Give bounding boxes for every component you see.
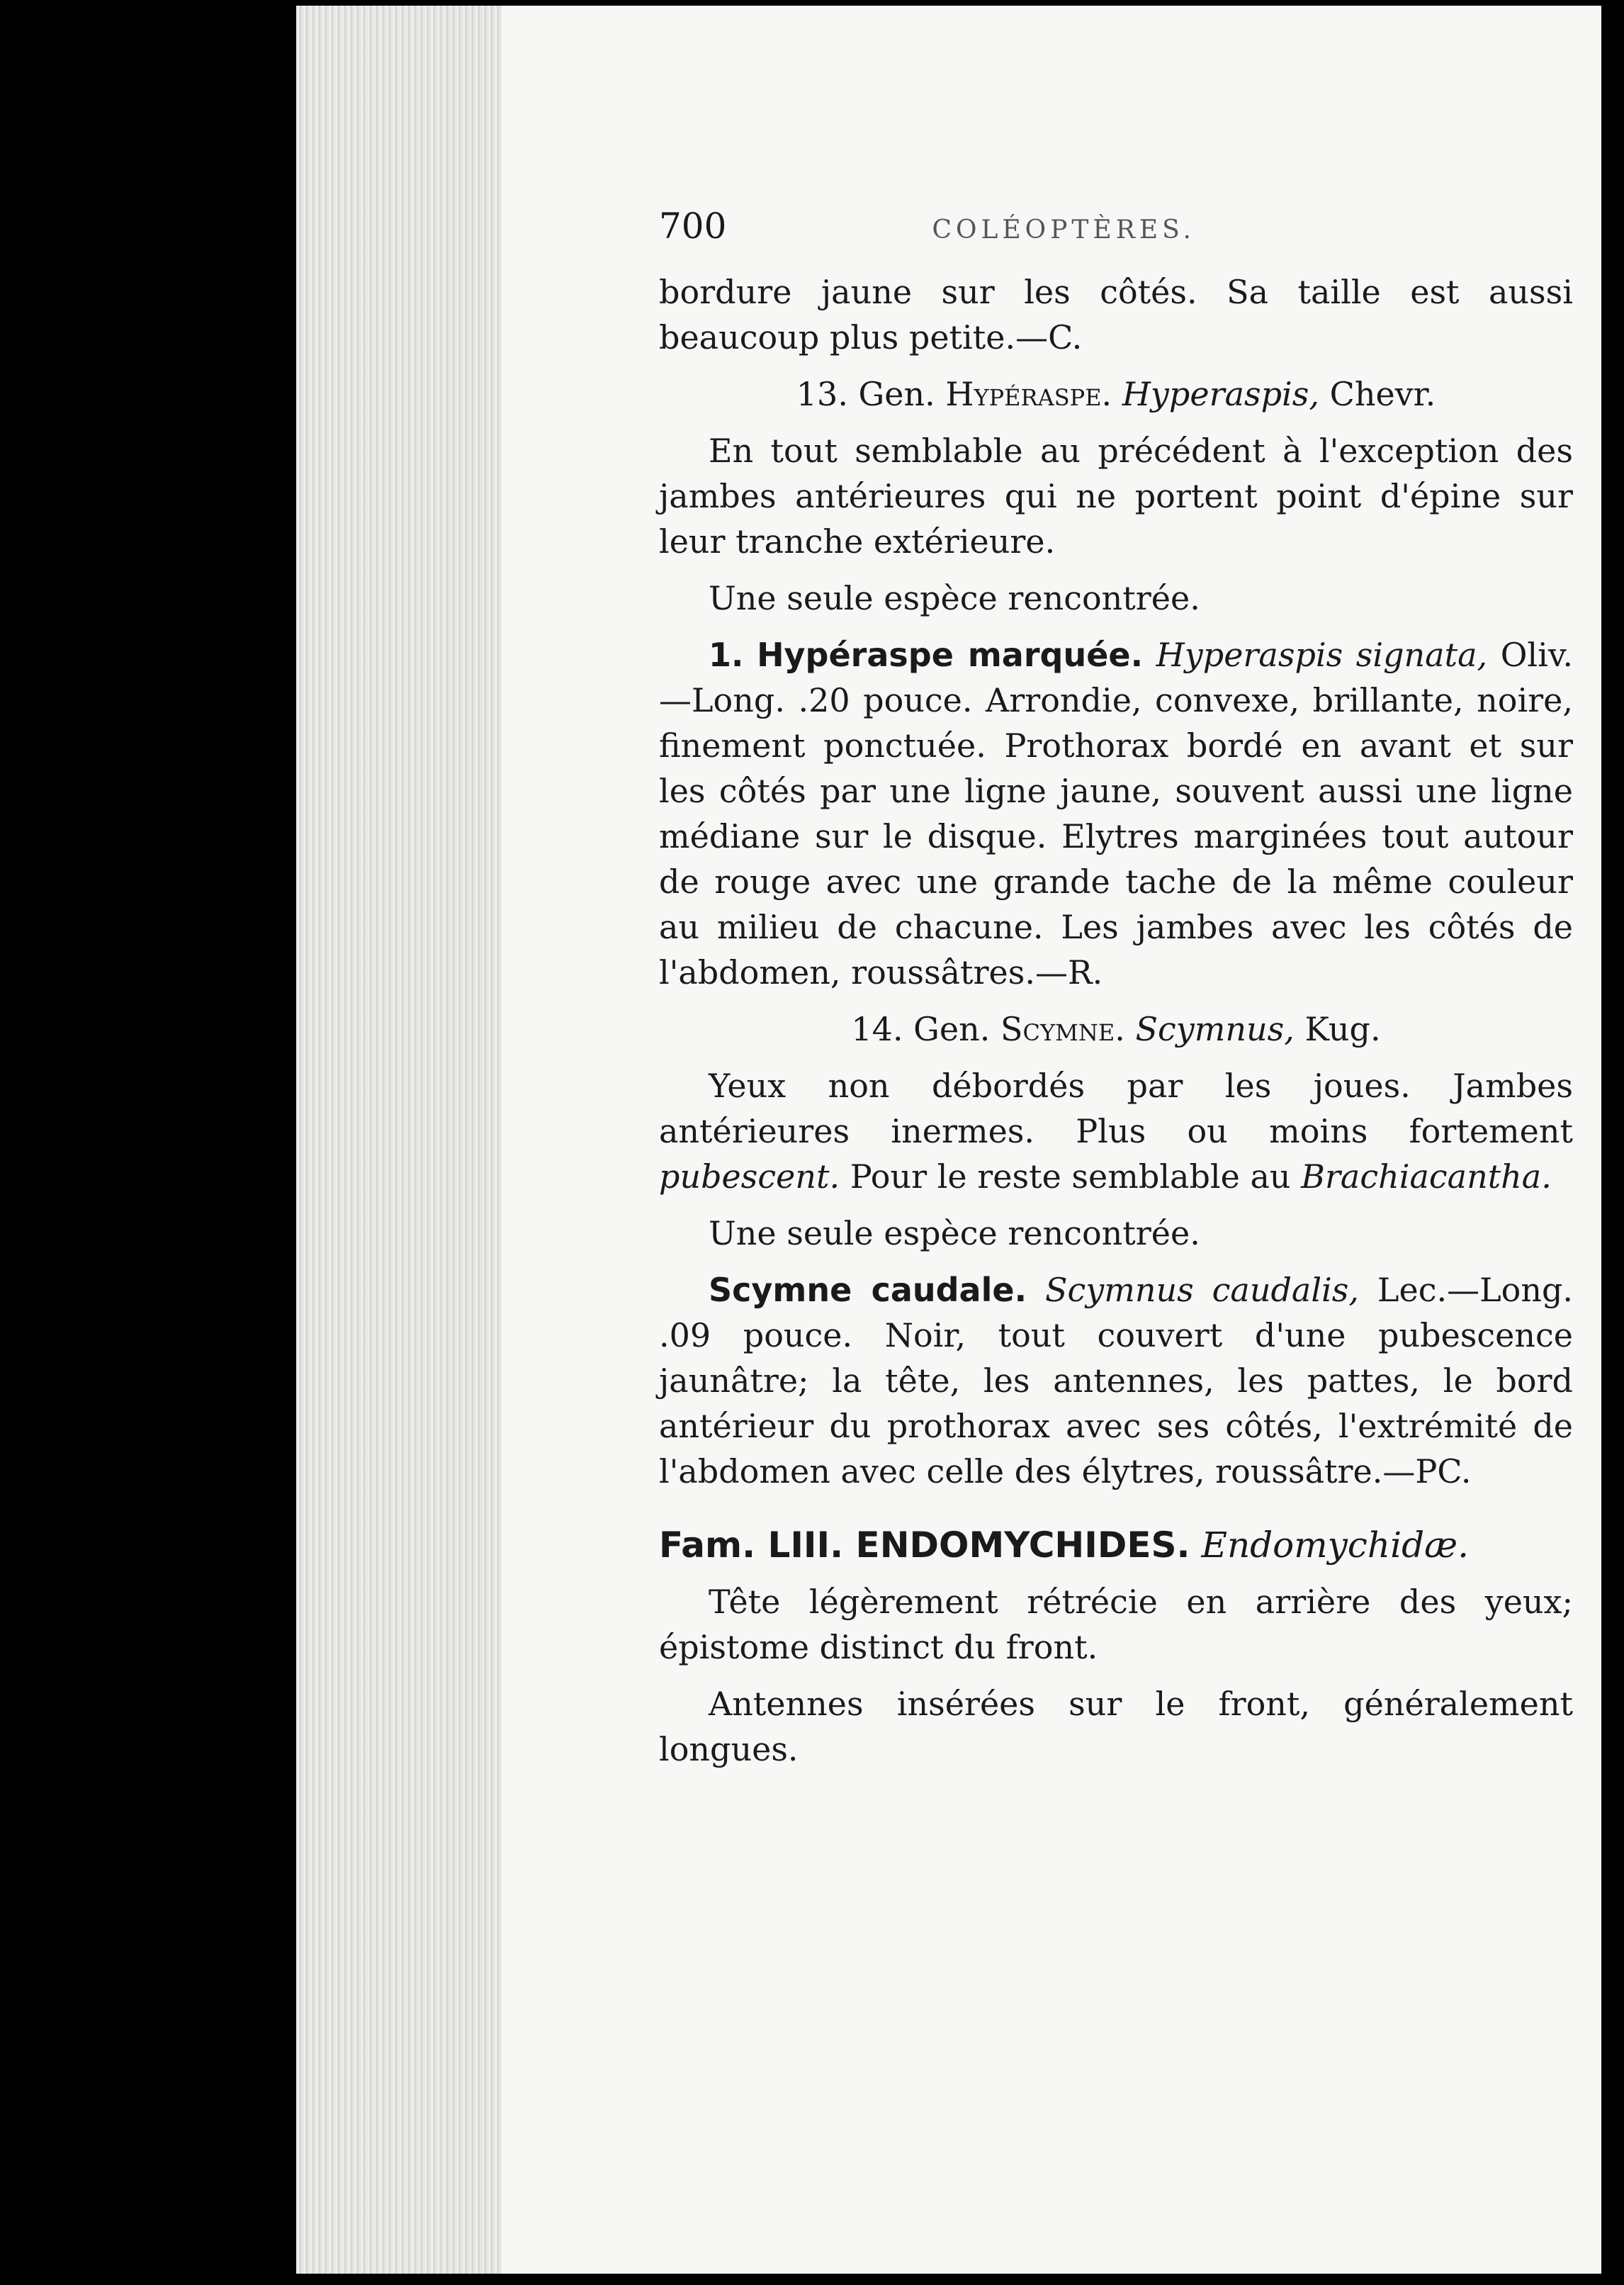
species-name: Scymne caudale. (709, 1271, 1027, 1309)
right-shadow (1601, 0, 1624, 2285)
species-description: Lec.—Long. .09 pouce. Noir, tout couvert d'une pubescence jaunâtre; la tête, les antennes, les pattes, le bord antérieur du prothorax avec ses côtés, l'extrémité de l'abdomen avec celle des élytres, roussâtre.—PC. (659, 1271, 1574, 1490)
species-description: Oliv. —Long. .20 pouce. Arrondie, convexe, brillante, noire, finement ponctuée. Prothorax bordé en avant et sur les côtés par une ligne jaune, souvent aussi une ligne médiane sur le disque. Elytres marginées tout autour de rouge avec une grande tache de la même couleur au milieu de chacune. Les jambes avec les côtés de l'abdomen, roussâtres.—R. (659, 636, 1574, 992)
species-entry-2 (659, 1267, 1573, 1494)
species-entry-1 (659, 632, 1573, 995)
genus-author: Kug. (1304, 1010, 1381, 1048)
page-text (659, 206, 1573, 1772)
book-cover-shadow (0, 0, 296, 2285)
species-latin: Hyperaspis signata, (1156, 636, 1488, 674)
genus-heading-14 (659, 1006, 1573, 1052)
family-label: Fam. LIII. ENDOMYCHIDES. (659, 1525, 1190, 1566)
genus-heading-13 (659, 371, 1573, 417)
family-latin: Endomychidæ. (1201, 1525, 1470, 1566)
species-name: Hypéraspe marquée. (757, 636, 1144, 674)
genus-description: En tout semblable au précédent à l'exception des jambes antérieures qui ne portent point d'épine sur leur tranche extérieure. (659, 432, 1573, 561)
description-italic: Brachiacantha. (1301, 1157, 1552, 1196)
genus-number: 14. Gen. (851, 1010, 991, 1048)
genus-author: Chevr. (1329, 375, 1436, 413)
genus-name: Scymne. (1000, 1010, 1125, 1048)
page-edges (296, 6, 502, 2274)
family-heading (659, 1522, 1573, 1568)
page-number: 700 (659, 206, 727, 247)
species-number: 1. (709, 636, 744, 674)
family-description: Antennes insérées sur le front, généralement longues. (659, 1685, 1573, 1768)
genus-description (659, 1063, 1573, 1199)
species-latin: Scymnus caudalis, (1044, 1271, 1359, 1309)
paragraph-continuation: bordure jaune sur les côtés. Sa taille est aussi beaucoup plus petite.—C. (659, 273, 1573, 356)
genus-latin: Hyperaspis, (1122, 375, 1319, 413)
description-part: Yeux non débordés par les joues. Jambes antérieures inermes. Plus ou moins fortement (659, 1067, 1573, 1150)
running-head: COLÉOPTÈRES. (932, 215, 1195, 245)
genus-name: Hypéraspe. (945, 375, 1112, 413)
description-italic: pubescent. (659, 1157, 840, 1196)
page-header (659, 206, 1573, 269)
family-description: Tête légèrement rétrécie en arrière des yeux; épistome distinct du front. (659, 1583, 1573, 1666)
species-count-note: Une seule espèce rencontrée. (709, 579, 1200, 617)
species-count-note: Une seule espèce rencontrée. (709, 1214, 1200, 1252)
genus-number: 13. Gen. (796, 375, 935, 413)
description-part: Pour le reste semblable au (850, 1157, 1291, 1196)
genus-latin: Scymnus, (1135, 1010, 1295, 1048)
